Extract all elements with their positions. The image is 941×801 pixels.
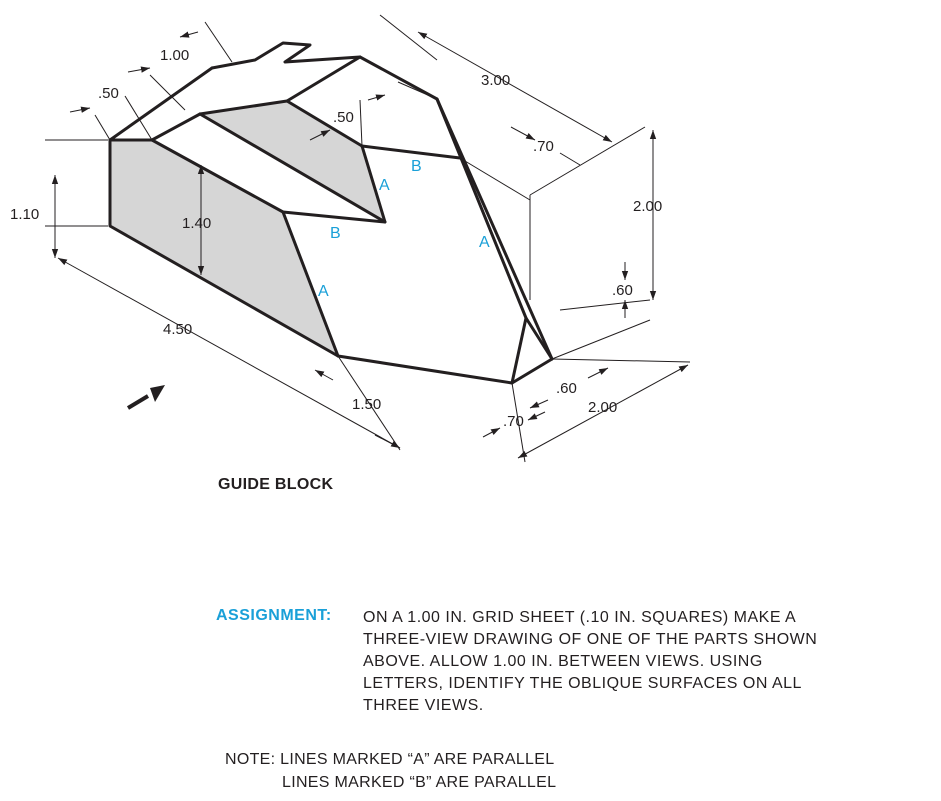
assignment-line: THREE VIEWS.	[363, 697, 484, 714]
assignment-line: THREE-VIEW DRAWING OF ONE OF THE PARTS SHOWN	[363, 631, 818, 648]
figure-title: GUIDE BLOCK	[218, 476, 334, 493]
label-a-right: A	[479, 234, 490, 251]
label-a-left: A	[318, 283, 329, 300]
assignment-line: ABOVE. ALLOW 1.00 IN. BETWEEN VIEWS. USING	[363, 653, 763, 670]
dim-50-mid: .50	[333, 109, 354, 126]
dim-2-00-front: 2.00	[588, 399, 618, 416]
label-b-slot: B	[330, 225, 341, 242]
assignment-label: ASSIGNMENT:	[216, 607, 332, 624]
dim-4-50: 4.50	[163, 321, 193, 338]
assignment-text	[363, 607, 817, 717]
dim-1-40: 1.40	[182, 215, 212, 232]
label-a-slot: A	[379, 177, 390, 194]
note-line-b: LINES MARKED “B” ARE PARALLEL	[282, 774, 557, 791]
assignment-line: ON A 1.00 IN. GRID SHEET (.10 IN. SQUARES) MAKE A	[363, 609, 797, 626]
dim-70-front: .70	[503, 413, 524, 430]
dim-60-front: .60	[556, 380, 577, 397]
assignment-line: LETTERS, IDENTIFY THE OBLIQUE SURFACES ON ALL	[363, 675, 802, 692]
dim-3-00: 3.00	[481, 72, 511, 89]
dim-1-10: 1.10	[10, 206, 40, 223]
dim-1-50: 1.50	[352, 396, 382, 413]
label-b-top: B	[411, 158, 422, 175]
dim-70-top: .70	[533, 138, 554, 155]
note-line-a: NOTE: LINES MARKED “A” ARE PARALLEL	[225, 751, 555, 768]
dim-50-top: .50	[98, 85, 119, 102]
dim-2-00-vertical: 2.00	[633, 198, 663, 215]
dim-60-right: .60	[612, 282, 633, 299]
viewing-direction-arrow-icon	[128, 385, 165, 408]
dim-1-00: 1.00	[160, 47, 190, 64]
